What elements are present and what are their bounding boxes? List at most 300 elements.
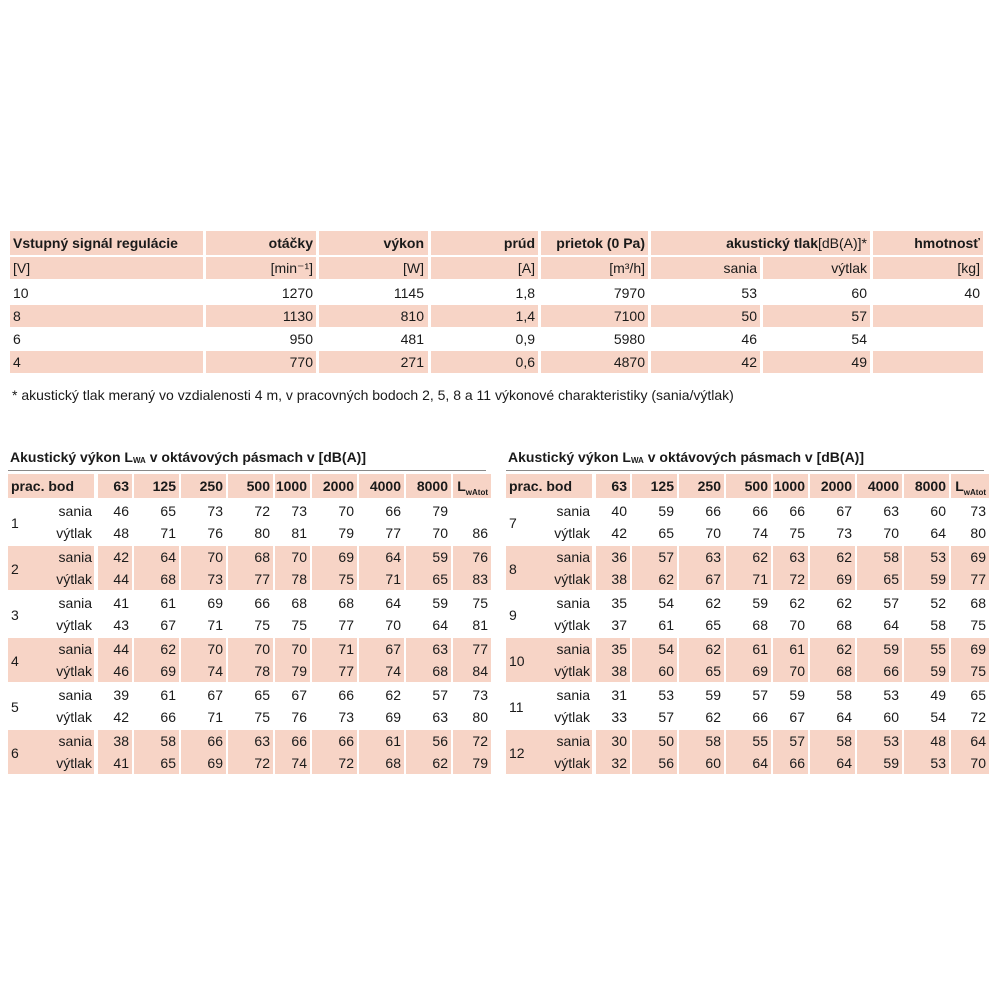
value-cell: 62	[160, 641, 176, 657]
row-shading	[10, 257, 203, 279]
value-cell: 60	[705, 755, 721, 771]
unit-current: [A]	[517, 260, 535, 276]
value-cell: 74	[207, 663, 223, 679]
value-cell: 71	[752, 571, 768, 587]
prac-bod-number: 11	[509, 699, 524, 715]
lwatot-part: wAtot	[465, 487, 488, 497]
value-cell: 70	[291, 549, 307, 565]
cell-vytlak: 57	[851, 308, 867, 324]
footnote: * akustický tlak meraný vo vzdialenosti 4 m, v pracovných bodoch 2, 5, 8 a 11 výkonové charakteristiky (sania/výtlak)	[12, 387, 734, 403]
unit-signal: [V]	[13, 260, 31, 276]
value-cell: 67	[207, 687, 223, 703]
value-cell: 70	[883, 525, 899, 541]
value-cell: 59	[752, 595, 768, 611]
value-cell: 57	[432, 687, 448, 703]
value-cell: 62	[836, 641, 852, 657]
header-freq-250: 250	[697, 478, 721, 494]
value-cell: 67	[836, 503, 852, 519]
value-cell: 62	[752, 549, 768, 565]
value-cell: 77	[338, 617, 354, 633]
value-cell: 75	[970, 663, 986, 679]
row-type-vytlak: výtlak	[56, 709, 92, 725]
value-cell: 61	[160, 595, 176, 611]
row-type-sania: sania	[556, 595, 590, 611]
value-cell: 35	[611, 641, 627, 657]
value-cell: 67	[291, 687, 307, 703]
value-cell: 40	[611, 503, 627, 519]
row-type-vytlak: výtlak	[56, 571, 92, 587]
row-shading	[10, 351, 203, 373]
value-cell: 64	[385, 549, 401, 565]
cell-power: 481	[400, 331, 424, 347]
value-cell: 66	[752, 503, 768, 519]
value-cell: 80	[254, 525, 270, 541]
value-cell: 57	[789, 733, 805, 749]
value-cell: 61	[789, 641, 805, 657]
value-cell: 68	[836, 617, 852, 633]
value-cell: 62	[385, 687, 401, 703]
value-cell: 38	[611, 571, 627, 587]
title-rule	[8, 470, 486, 471]
value-cell: 58	[836, 733, 852, 749]
cell-signal: 6	[13, 331, 21, 347]
header-signal: Vstupný signál regulácie	[13, 235, 178, 251]
value-cell: 83	[472, 571, 488, 587]
cell-power: 810	[400, 308, 424, 324]
value-cell: 55	[930, 641, 946, 657]
value-cell: 70	[970, 755, 986, 771]
value-cell: 68	[432, 663, 448, 679]
value-cell: 67	[160, 617, 176, 633]
value-cell: 65	[254, 687, 270, 703]
value-cell: 49	[930, 687, 946, 703]
value-cell: 42	[113, 549, 129, 565]
value-cell: 64	[930, 525, 946, 541]
value-cell: 59	[930, 571, 946, 587]
prac-bod-number: 3	[11, 607, 19, 623]
value-cell: 75	[472, 595, 488, 611]
value-cell: 79	[291, 663, 307, 679]
cell-signal: 8	[13, 308, 21, 324]
header-freq-125: 125	[152, 478, 176, 494]
value-cell: 62	[789, 595, 805, 611]
value-cell: 68	[291, 595, 307, 611]
value-cell: 69	[207, 595, 223, 611]
unit-vytlak: výtlak	[831, 260, 867, 276]
title-part: v oktávových pásmach v [dB(A)]	[643, 449, 864, 465]
header-freq-1000: 1000	[275, 478, 307, 494]
unit-sania: sania	[723, 260, 757, 276]
cell-flow: 7970	[613, 285, 645, 301]
header-current: prúd	[503, 235, 535, 251]
value-cell: 72	[338, 755, 354, 771]
sound-table-title	[508, 449, 864, 465]
value-cell: 61	[752, 641, 768, 657]
prac-bod-number: 2	[11, 561, 19, 577]
header-freq-8000: 8000	[416, 478, 448, 494]
value-cell: 71	[207, 617, 223, 633]
prac-bod-number: 8	[509, 561, 517, 577]
value-cell: 69	[836, 571, 852, 587]
value-cell: 62	[658, 571, 674, 587]
value-cell: 63	[254, 733, 270, 749]
value-cell: 57	[752, 687, 768, 703]
value-cell: 46	[113, 503, 129, 519]
row-type-sania: sania	[556, 733, 590, 749]
value-cell: 73	[836, 525, 852, 541]
row-shading	[873, 351, 983, 373]
row-type-vytlak: výtlak	[56, 755, 92, 771]
value-cell: 69	[207, 755, 223, 771]
title-rule	[506, 470, 984, 471]
value-cell: 67	[705, 571, 721, 587]
value-cell: 60	[930, 503, 946, 519]
row-type-sania: sania	[58, 503, 92, 519]
value-cell: 68	[385, 755, 401, 771]
header-acoustic-label: akustický tlak	[726, 235, 818, 251]
value-cell: 65	[883, 571, 899, 587]
value-cell: 71	[385, 571, 401, 587]
lwatot-part: L	[955, 478, 964, 494]
value-cell: 59	[658, 503, 674, 519]
value-cell: 80	[472, 709, 488, 725]
value-cell: 53	[930, 755, 946, 771]
value-cell: 71	[207, 709, 223, 725]
value-cell: 42	[611, 525, 627, 541]
prac-bod-number: 5	[11, 699, 19, 715]
title-part: WA	[132, 456, 146, 465]
cell-sania: 42	[741, 354, 757, 370]
value-cell: 81	[472, 617, 488, 633]
cell-power: 271	[400, 354, 424, 370]
value-cell: 81	[291, 525, 307, 541]
cell-flow: 4870	[613, 354, 645, 370]
row-type-vytlak: výtlak	[554, 525, 590, 541]
row-type-sania: sania	[58, 549, 92, 565]
value-cell: 65	[432, 571, 448, 587]
header-acoustic	[726, 232, 867, 254]
value-cell: 53	[930, 549, 946, 565]
title-part: WA	[630, 456, 644, 465]
value-cell: 72	[789, 571, 805, 587]
value-cell: 37	[611, 617, 627, 633]
value-cell: 70	[789, 617, 805, 633]
header-freq-1000: 1000	[773, 478, 805, 494]
value-cell: 75	[338, 571, 354, 587]
value-cell: 62	[432, 755, 448, 771]
value-cell: 68	[970, 595, 986, 611]
header-freq-500: 500	[246, 478, 270, 494]
row-type-vytlak: výtlak	[554, 617, 590, 633]
value-cell: 58	[930, 617, 946, 633]
value-cell: 41	[113, 595, 129, 611]
value-cell: 72	[254, 755, 270, 771]
value-cell: 66	[705, 503, 721, 519]
header-weight: hmotnosť	[914, 235, 980, 251]
value-cell: 70	[291, 641, 307, 657]
prac-bod-number: 1	[11, 515, 19, 531]
lwatot-part: wAtot	[963, 487, 986, 497]
value-cell: 66	[338, 687, 354, 703]
value-cell: 66	[207, 733, 223, 749]
value-cell: 75	[254, 709, 270, 725]
header-freq-250: 250	[199, 478, 223, 494]
value-cell: 68	[752, 617, 768, 633]
cell-vytlak: 54	[851, 331, 867, 347]
value-cell: 69	[338, 549, 354, 565]
lwatot-part: L	[457, 478, 466, 494]
value-cell: 86	[472, 525, 488, 541]
value-cell: 30	[611, 733, 627, 749]
value-cell: 53	[658, 687, 674, 703]
value-cell: 64	[970, 733, 986, 749]
cell-signal: 10	[13, 285, 29, 301]
value-cell: 64	[160, 549, 176, 565]
value-cell: 31	[611, 687, 627, 703]
value-cell: 39	[113, 687, 129, 703]
header-freq-63: 63	[611, 478, 627, 494]
value-cell: 66	[254, 595, 270, 611]
value-cell: 70	[254, 641, 270, 657]
value-cell: 60	[883, 709, 899, 725]
value-cell: 57	[883, 595, 899, 611]
value-cell: 68	[160, 571, 176, 587]
cell-sania: 50	[741, 308, 757, 324]
cell-flow: 5980	[613, 331, 645, 347]
cell-vytlak: 60	[851, 285, 867, 301]
value-cell: 68	[836, 663, 852, 679]
value-cell: 56	[658, 755, 674, 771]
unit-power: [W]	[403, 260, 424, 276]
value-cell: 66	[752, 709, 768, 725]
cell-vytlak: 49	[851, 354, 867, 370]
value-cell: 46	[113, 663, 129, 679]
value-cell: 74	[291, 755, 307, 771]
value-cell: 84	[472, 663, 488, 679]
value-cell: 70	[705, 525, 721, 541]
value-cell: 56	[432, 733, 448, 749]
value-cell: 73	[338, 709, 354, 725]
value-cell: 58	[160, 733, 176, 749]
prac-bod-number: 9	[509, 607, 517, 623]
value-cell: 73	[207, 571, 223, 587]
value-cell: 77	[338, 663, 354, 679]
value-cell: 61	[658, 617, 674, 633]
cell-weight: 40	[964, 285, 980, 301]
value-cell: 66	[883, 663, 899, 679]
value-cell: 41	[113, 755, 129, 771]
cell-sania: 53	[741, 285, 757, 301]
value-cell: 35	[611, 595, 627, 611]
value-cell: 75	[970, 617, 986, 633]
cell-signal: 4	[13, 354, 21, 370]
value-cell: 77	[254, 571, 270, 587]
row-type-sania: sania	[58, 687, 92, 703]
value-cell: 63	[789, 549, 805, 565]
unit-flow: [m³/h]	[609, 260, 645, 276]
value-cell: 57	[658, 709, 674, 725]
value-cell: 61	[385, 733, 401, 749]
prac-bod-number: 10	[509, 653, 525, 669]
value-cell: 33	[611, 709, 627, 725]
value-cell: 48	[113, 525, 129, 541]
value-cell: 53	[883, 687, 899, 703]
value-cell: 76	[291, 709, 307, 725]
value-cell: 71	[338, 641, 354, 657]
row-shading	[10, 305, 203, 327]
row-type-vytlak: výtlak	[56, 617, 92, 633]
value-cell: 38	[611, 663, 627, 679]
header-flow: prietok (0 Pa)	[556, 235, 645, 251]
value-cell: 71	[160, 525, 176, 541]
value-cell: 69	[752, 663, 768, 679]
value-cell: 75	[291, 617, 307, 633]
row-type-vytlak: výtlak	[554, 663, 590, 679]
value-cell: 65	[970, 687, 986, 703]
value-cell: 58	[836, 687, 852, 703]
value-cell: 80	[970, 525, 986, 541]
header-freq-4000: 4000	[867, 478, 899, 494]
value-cell: 76	[472, 549, 488, 565]
value-cell: 77	[385, 525, 401, 541]
value-cell: 72	[472, 733, 488, 749]
value-cell: 65	[160, 755, 176, 771]
cell-speed: 950	[289, 331, 313, 347]
value-cell: 74	[752, 525, 768, 541]
value-cell: 54	[930, 709, 946, 725]
value-cell: 65	[705, 617, 721, 633]
value-cell: 65	[658, 525, 674, 541]
value-cell: 73	[291, 503, 307, 519]
row-type-sania: sania	[556, 549, 590, 565]
value-cell: 61	[160, 687, 176, 703]
row-type-sania: sania	[58, 641, 92, 657]
value-cell: 70	[789, 663, 805, 679]
cell-current: 0,9	[515, 331, 535, 347]
header-speed: otáčky	[268, 235, 313, 251]
value-cell: 67	[385, 641, 401, 657]
header-freq-8000: 8000	[914, 478, 946, 494]
value-cell: 43	[113, 617, 129, 633]
header-freq-125: 125	[650, 478, 674, 494]
value-cell: 66	[385, 503, 401, 519]
header-freq-500: 500	[744, 478, 768, 494]
value-cell: 42	[113, 709, 129, 725]
prac-bod-number: 4	[11, 653, 19, 669]
prac-bod-number: 12	[509, 745, 525, 761]
value-cell: 66	[789, 503, 805, 519]
cell-current: 0,6	[515, 354, 535, 370]
value-cell: 58	[705, 733, 721, 749]
value-cell: 58	[883, 549, 899, 565]
value-cell: 62	[836, 595, 852, 611]
header-freq-2000: 2000	[820, 478, 852, 494]
value-cell: 68	[338, 595, 354, 611]
value-cell: 59	[930, 663, 946, 679]
value-cell: 64	[883, 617, 899, 633]
value-cell: 66	[160, 709, 176, 725]
row-type-sania: sania	[58, 733, 92, 749]
value-cell: 64	[385, 595, 401, 611]
value-cell: 69	[970, 549, 986, 565]
value-cell: 73	[207, 503, 223, 519]
value-cell: 62	[705, 595, 721, 611]
cell-power: 1145	[393, 285, 424, 301]
value-cell: 64	[752, 755, 768, 771]
row-type-vytlak: výtlak	[554, 571, 590, 587]
value-cell: 54	[658, 641, 674, 657]
cell-current: 1,4	[515, 308, 535, 324]
value-cell: 66	[338, 733, 354, 749]
row-type-sania: sania	[556, 687, 590, 703]
header-prac-bod: prac. bod	[509, 478, 573, 494]
value-cell: 50	[658, 733, 674, 749]
value-cell: 59	[705, 687, 721, 703]
value-cell: 59	[432, 549, 448, 565]
value-cell: 70	[385, 617, 401, 633]
value-cell: 70	[338, 503, 354, 519]
value-cell: 66	[291, 733, 307, 749]
value-cell: 63	[705, 549, 721, 565]
value-cell: 70	[207, 641, 223, 657]
value-cell: 32	[611, 755, 627, 771]
value-cell: 77	[970, 571, 986, 587]
row-type-sania: sania	[556, 503, 590, 519]
prac-bod-number: 6	[11, 745, 19, 761]
value-cell: 70	[207, 549, 223, 565]
title-part: Akustický výkon L	[10, 449, 133, 465]
value-cell: 54	[658, 595, 674, 611]
cell-speed: 770	[289, 354, 313, 370]
header-freq-4000: 4000	[369, 478, 401, 494]
header-prac-bod: prac. bod	[11, 478, 75, 494]
row-type-vytlak: výtlak	[56, 525, 92, 541]
unit-speed: [min⁻¹]	[270, 260, 313, 276]
value-cell: 44	[113, 641, 129, 657]
row-type-vytlak: výtlak	[56, 663, 92, 679]
cell-current: 1,8	[515, 285, 535, 301]
value-cell: 62	[705, 641, 721, 657]
row-type-sania: sania	[556, 641, 590, 657]
value-cell: 72	[970, 709, 986, 725]
cell-sania: 46	[741, 331, 757, 347]
value-cell: 69	[160, 663, 176, 679]
header-acoustic-unit: [dB(A)]*	[817, 235, 867, 251]
header-freq-63: 63	[113, 478, 129, 494]
value-cell: 67	[789, 709, 805, 725]
value-cell: 63	[432, 641, 448, 657]
header-lwatot	[457, 475, 488, 504]
value-cell: 59	[789, 687, 805, 703]
value-cell: 63	[432, 709, 448, 725]
value-cell: 75	[254, 617, 270, 633]
value-cell: 72	[254, 503, 270, 519]
value-cell: 53	[883, 733, 899, 749]
header-power: výkon	[383, 235, 424, 251]
value-cell: 59	[883, 755, 899, 771]
value-cell: 76	[207, 525, 223, 541]
value-cell: 78	[291, 571, 307, 587]
value-cell: 62	[836, 549, 852, 565]
value-cell: 59	[432, 595, 448, 611]
value-cell: 79	[432, 503, 448, 519]
value-cell: 75	[789, 525, 805, 541]
header-freq-2000: 2000	[322, 478, 354, 494]
value-cell: 74	[385, 663, 401, 679]
value-cell: 79	[472, 755, 488, 771]
cell-speed: 1130	[282, 308, 313, 324]
value-cell: 60	[658, 663, 674, 679]
